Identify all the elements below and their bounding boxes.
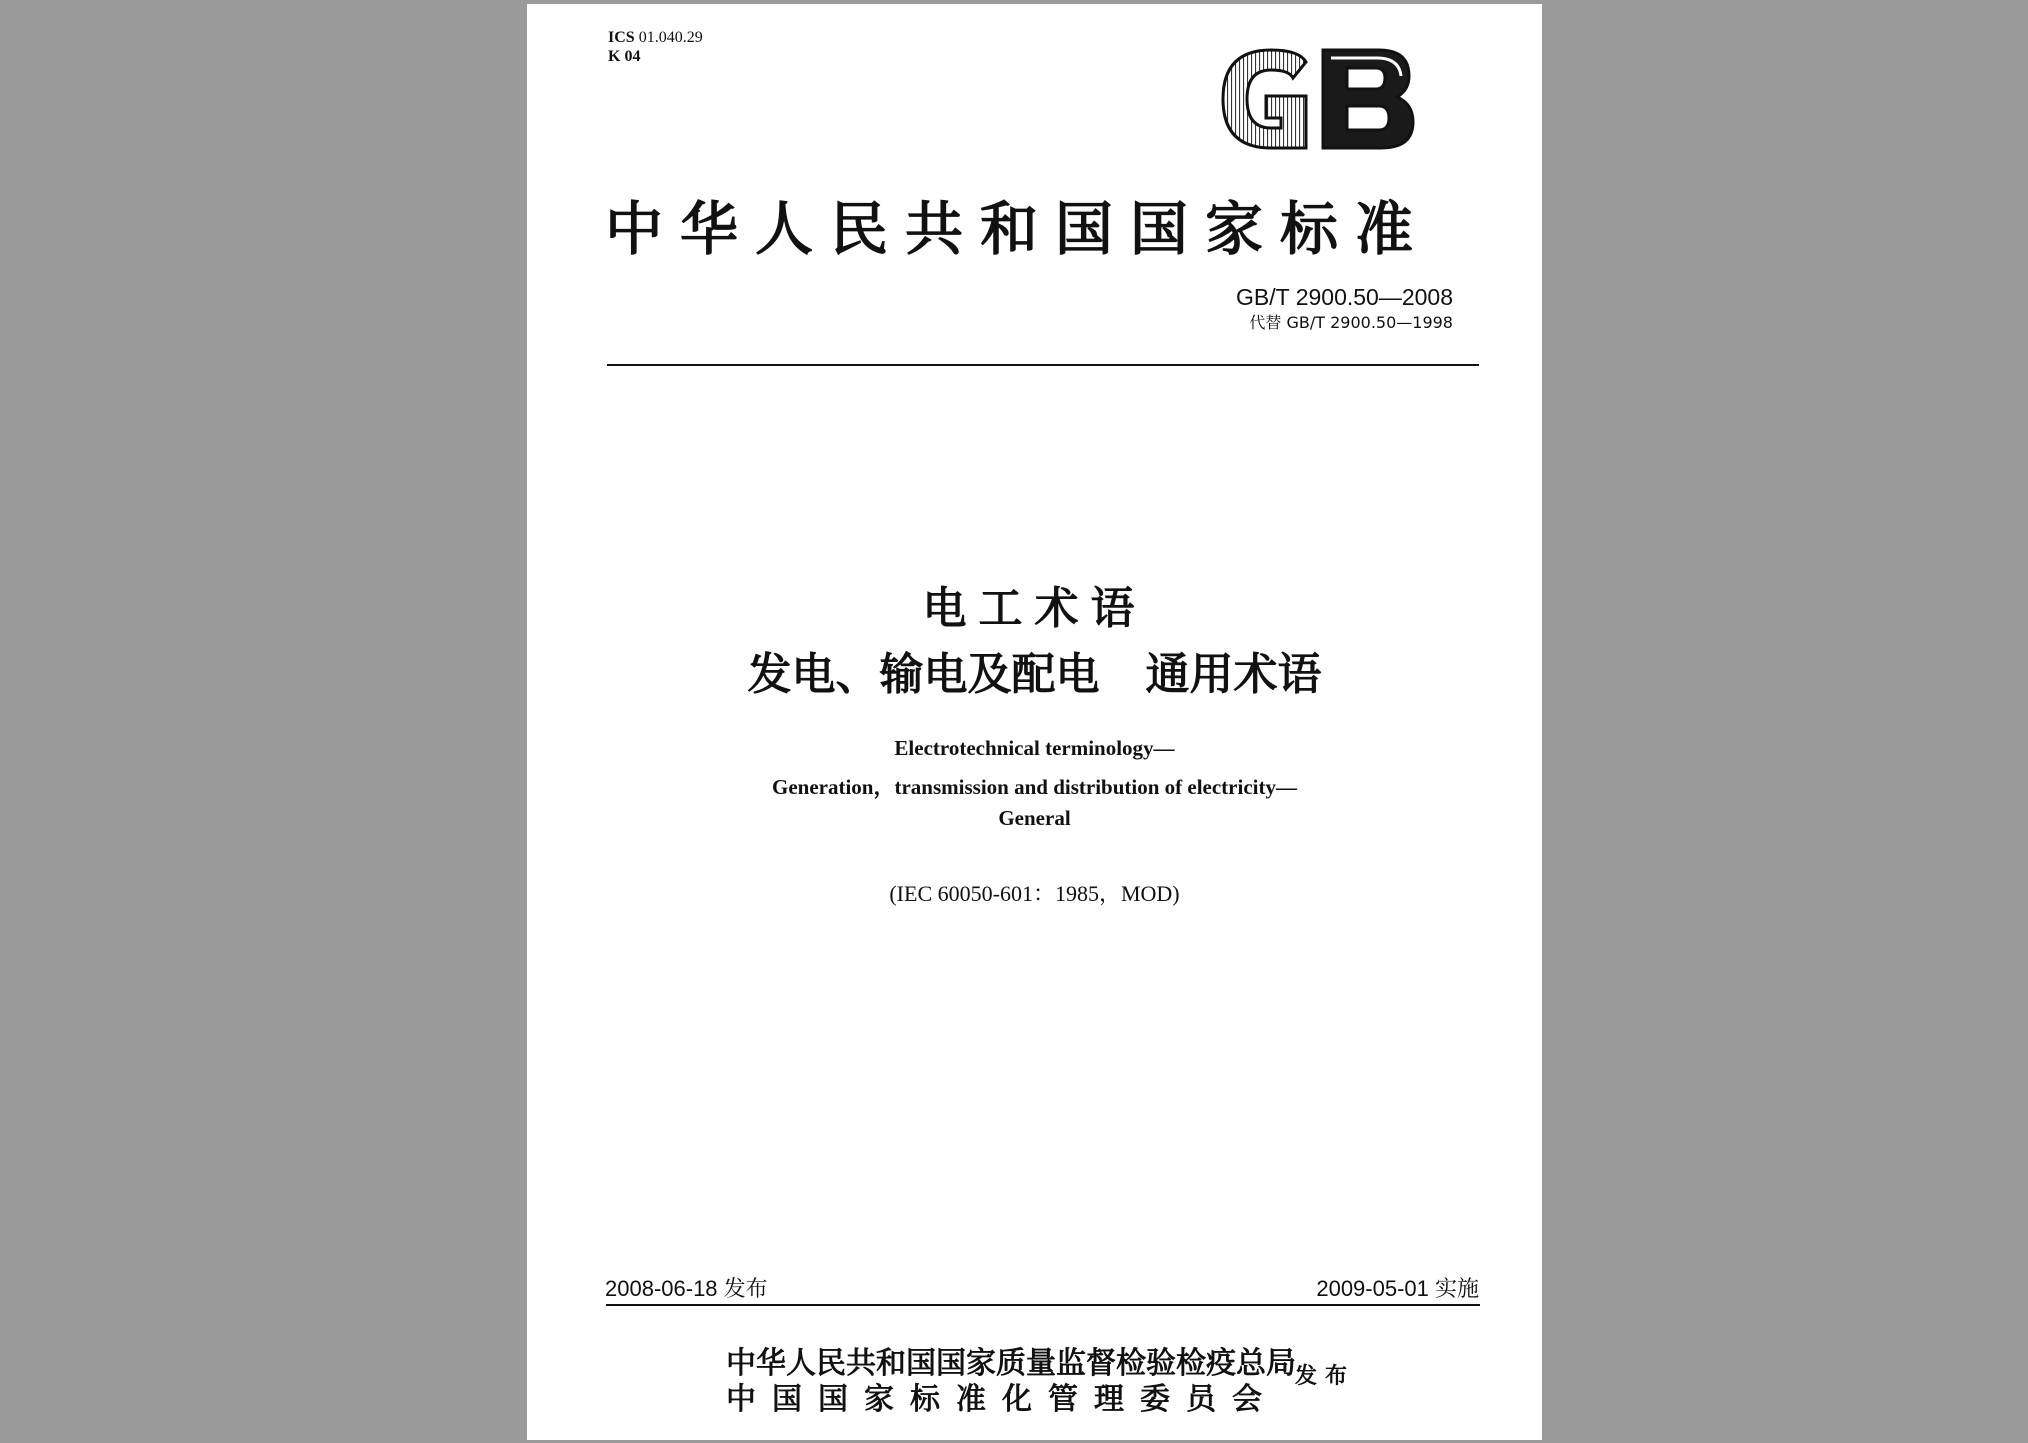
ics-line [608, 28, 703, 47]
chinese-title-line2: 发电、输电及配电 通用术语 [747, 649, 1322, 700]
english-title-line3: General [998, 806, 1071, 830]
english-title-line2: Generation，transmission and distribution of electricity— [772, 775, 1297, 799]
document-page [527, 4, 1542, 1440]
chinese-title-line1: 电工术语 [922, 583, 1147, 634]
class-code: K 04 [608, 48, 641, 65]
top-divider [607, 364, 1479, 366]
national-standard-title: 中华人民共和国国家标准 [605, 195, 1431, 263]
bottom-divider [606, 1304, 1480, 1306]
issue-date: 2008-06-18 发布 [605, 1276, 768, 1301]
gb-logo [1211, 44, 1421, 154]
english-title-line1: Electrotechnical terminology— [894, 736, 1175, 760]
issuer-line2: 中国国家标准化管理委员会 [726, 1382, 1278, 1417]
implementation-date: 2009-05-01 实施 [1316, 1276, 1479, 1301]
publish-label: 发布 [1295, 1364, 1356, 1389]
gb-logo-graphic [1211, 44, 1421, 154]
iec-reference: (IEC 60050-601：1985，MOD) [889, 881, 1180, 906]
ics-code: 01.040.29 [638, 29, 703, 46]
standard-code: GB/T 2900.50—2008 [1236, 284, 1453, 310]
classification-codes [608, 28, 703, 66]
ics-label: ICS [608, 29, 635, 46]
issuer-line1: 中华人民共和国国家质量监督检验检疫总局 [726, 1346, 1296, 1381]
replaces-standard: 代替 GB/T 2900.50—1998 [1249, 313, 1453, 332]
